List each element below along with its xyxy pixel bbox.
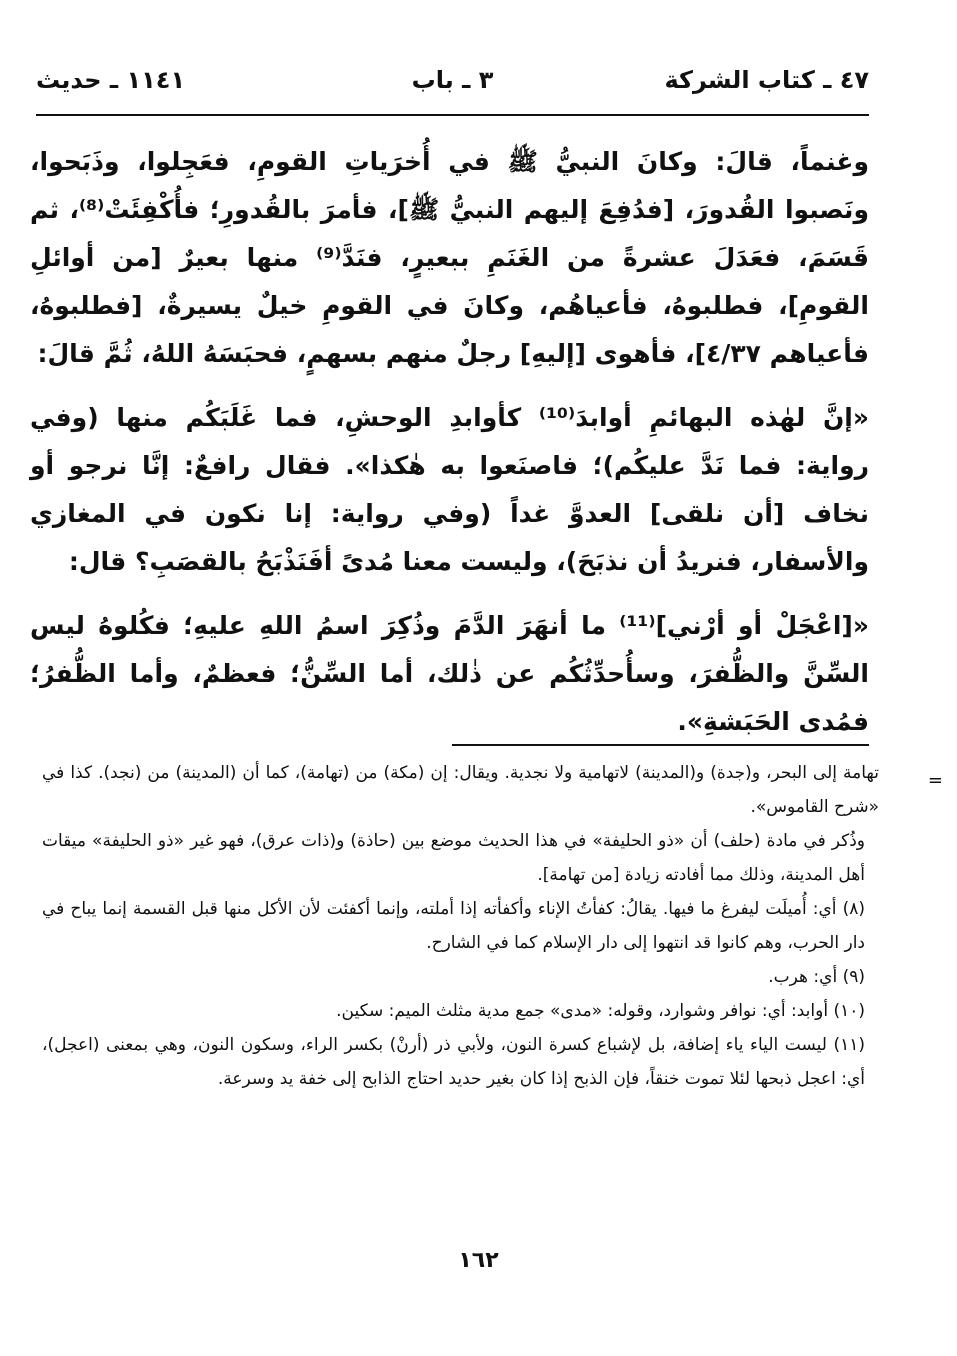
- footnote-11: (١١) ليست الياء ياء إضافة، بل لإشباع كسرة النون، ولأبي ذر (أرنْ) بكسر الراء، وسكون النون، وهي بمعنى (اعجل)، أي: اعجل ذبحها لئلا تموت خنقاً، فإن الذبح إذا كان بغير حديد احتاج الذابح إلى خفة يد وسرعة.: [42, 1035, 865, 1089]
- book-title: ٤٧ ـ كتاب الشركة: [664, 66, 869, 94]
- hadith-text: [30, 138, 869, 746]
- page-header: [36, 60, 869, 104]
- footnote-continued: وذُكر في مادة (حلف) أن «ذو الحليفة» في هذا الحديث موضع بين (حاذة) و(ذات عرق)، فهو غير «ذو الحليفة» ميقات أهل المدينة، وذلك مما أفادته زيادة [من تهامة].: [42, 831, 865, 885]
- page-number: ١٦٢: [458, 1248, 499, 1273]
- footnote-10: (١٠) أوابد: أي: نوافر وشوارد، وقوله: «مدى» جمع مدية مثلث الميم: سكين.: [336, 1001, 865, 1021]
- hadith-paragraph: وغنماً، قالَ: وكانَ النبيُّ ﷺ في أُخرَياتِ القومِ، فعَجِلوا، وذَبَحوا، ونَصبوا القُدورَ، [فدُفِعَ إليهم النبيُّ ﷺ]، فأمرَ بالقُدورِ؛ فأُكْفِئَتْ⁽⁸⁾، ثم قَسَمَ، فعَدَلَ عشرةً من الغَنَمِ ببعيرٍ، فنَدَّ⁽⁹⁾ منها بعيرٌ [من أوائلِ القومِ]، فطلبوهُ، فأعياهُم، وكانَ في القومِ خيلٌ يسيرةٌ، [فطلبوهُ، فأعياهم ٤/٣٧]، فأهوى [إليهِ] رجلٌ منهم بسهمٍ، فحبَسَهُ اللهُ، ثُمَّ قالَ:: [30, 147, 869, 368]
- header-divider: [36, 114, 869, 116]
- footnote-8: (٨) أي: أُميلَت ليفرغ ما فيها. يقالُ: كفأتُ الإناء وأكفأته إذا أملته، وإنما أكفئت لأن الأكل منها قبل القسمة إنما يباح في دار الحرب، وهم كانوا قد انتهوا إلى دار الإسلام كما في الشارح.: [42, 899, 865, 953]
- footnote-continued: تهامة إلى البحر، و(جدة) و(المدينة) لاتهامية ولا نجدية. ويقال: إن (مكة) من (تهامة)، كما أن (المدينة) من (نجد). كذا في «شرح القاموس».: [42, 763, 879, 817]
- chapter-title: ٣ ـ باب: [411, 66, 494, 94]
- continuation-mark: =: [927, 770, 943, 791]
- hadith-quote: «[اعْجَلْ أو أرْني]⁽¹¹⁾ ما أنهَرَ الدَّمَ وذُكِرَ اسمُ اللهِ عليهِ؛ فكُلوهُ ليس السِّنَّ والظُّفرَ، وسأُحدِّثُكُم عن ذٰلك، أما السِّنُّ؛ فعظمٌ، وأما الظُّفرُ؛ فمُدى الحَبَشةِ».: [30, 611, 869, 736]
- hadith-quote: «إنَّ لهٰذه البهائمِ أوابدَ⁽¹⁰⁾ كأوابدِ الوحشِ، فما غَلَبَكُم منها (وفي رواية: فما نَدَّ عليكُم)؛ فاصنَعوا به هٰكذا». فقال رافعٌ: إنَّا نرجو أو نخاف [أن نلقى] العدوَّ غداً (وفي رواية: إنا نكون في المغازي والأسفار، فنريدُ أن نذبَحَ)، وليست معنا مُدىً أفَنَذْبَحُ بالقصَبِ؟ قال:: [30, 403, 869, 576]
- footnote-divider: [452, 744, 869, 746]
- footnote-9: (٩) أي: هرب.: [768, 967, 865, 987]
- footnotes: [42, 756, 879, 1096]
- hadith-number: ١١٤١ ـ حديث: [36, 66, 186, 94]
